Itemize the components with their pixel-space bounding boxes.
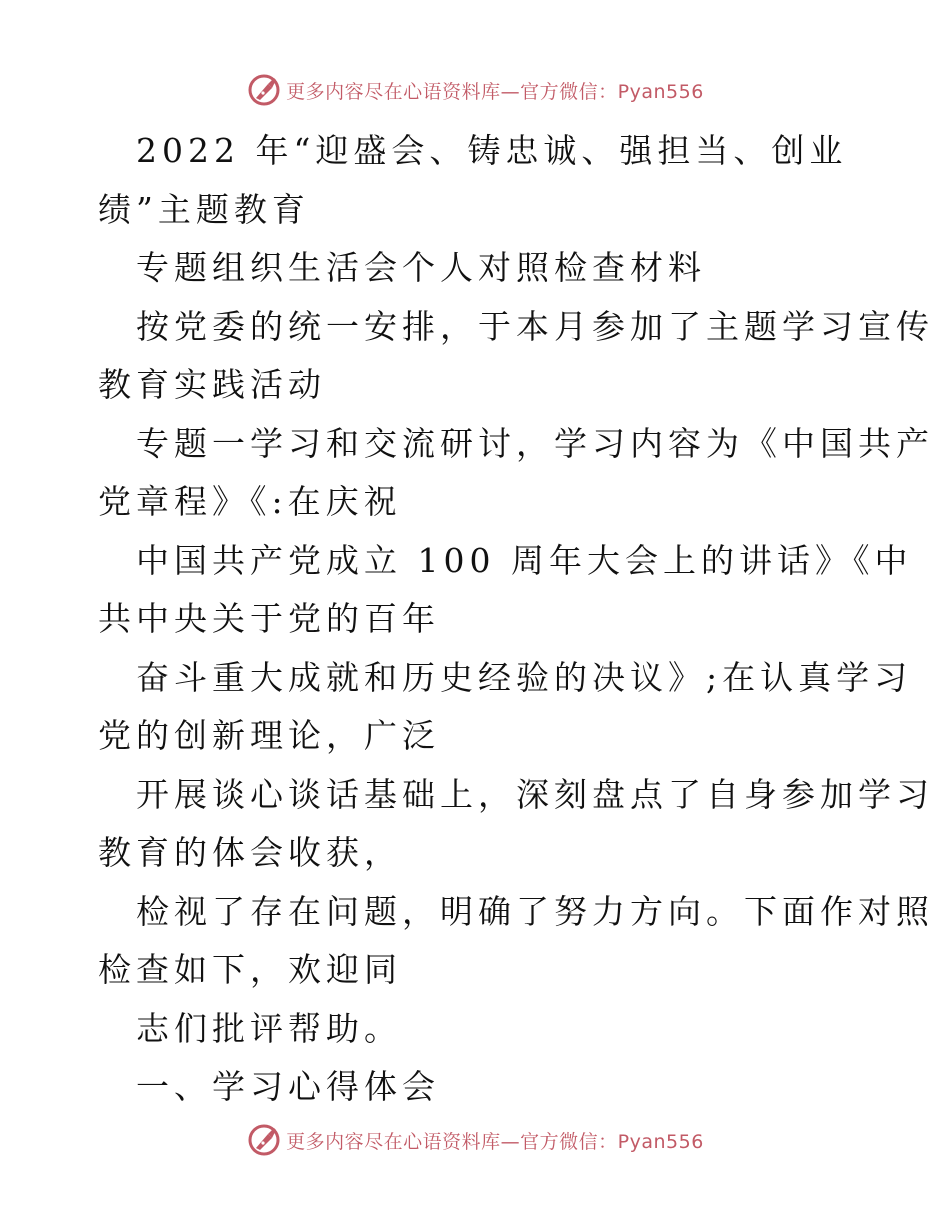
watermark-text: 更多内容尽在心语资料库—官方微信：Pyan556 xyxy=(286,80,704,103)
text-line: 开展谈心谈话基础上，深刻盘点了自身参加学习 xyxy=(136,774,934,814)
text-line: 按党委的统一安排，于本月参加了主题学习宣传 xyxy=(136,306,934,346)
watermark-text: 更多内容尽在心语资料库—官方微信：Pyan556 xyxy=(286,1130,704,1153)
header-watermark xyxy=(0,70,950,110)
text-line: 专题组织生活会个人对照检查材料 xyxy=(136,248,706,287)
text-line: 党的创新理论，广泛 xyxy=(98,716,440,755)
pen-nib-circle-icon xyxy=(246,1122,282,1158)
text-line: 专题一学习和交流研讨，学习内容为《中国共产 xyxy=(136,423,934,463)
text-line: 检视了存在问题，明确了努力方向。下面作对照 xyxy=(136,891,934,931)
text-line: 奋斗重大成就和历史经验的决议》;在认真学习 xyxy=(136,657,913,697)
text-line: 党章程》《:在庆祝 xyxy=(98,482,402,521)
footer-watermark xyxy=(0,1120,950,1160)
document-body xyxy=(98,122,934,1117)
text-line: 2022 年“迎盛会、铸忠诚、强担当、创业 xyxy=(136,131,848,170)
text-line: 志们批评帮助。 xyxy=(136,1008,402,1048)
text-line: 教育实践活动 xyxy=(98,365,326,404)
pen-nib-circle-icon xyxy=(246,72,282,108)
section-heading: 一、学习心得体会 xyxy=(136,1067,440,1106)
text-line: 中国共产党成立 100 周年大会上的讲话》《中 xyxy=(136,540,913,580)
text-line: 检查如下，欢迎同 xyxy=(98,950,402,989)
text-line: 教育的体会收获， xyxy=(98,833,402,872)
text-line: 绩”主题教育 xyxy=(98,189,310,229)
text-line: 共中央关于党的百年 xyxy=(98,599,440,638)
